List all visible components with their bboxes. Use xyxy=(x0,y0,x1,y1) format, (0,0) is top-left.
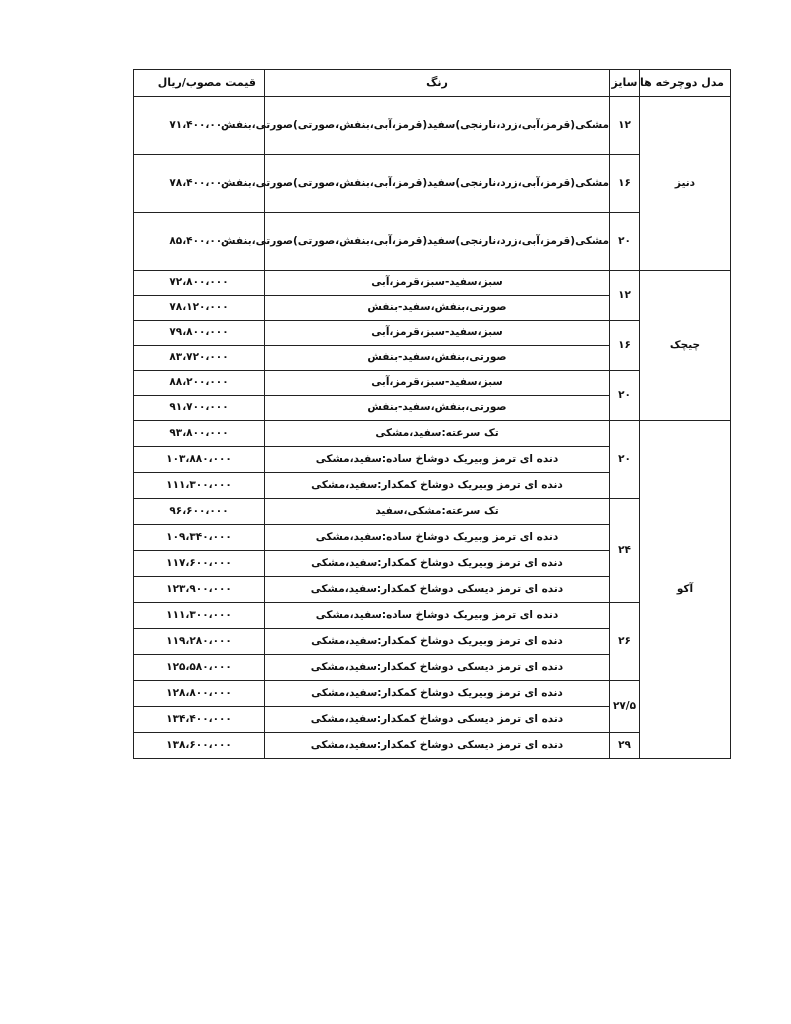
model-cell: آکو xyxy=(640,421,731,759)
price-cell: ۱۱۹،۲۸۰،۰۰۰ xyxy=(134,629,265,655)
color-cell: سبز،سفید-سبز،قرمز،آبی xyxy=(265,321,610,346)
size-cell: ۲۰ xyxy=(610,371,640,421)
color-cell: تک سرعته:سفید،مشکی xyxy=(265,421,610,447)
header-color: رنگ xyxy=(265,70,610,97)
size-cell: ۱۲ xyxy=(610,271,640,321)
size-cell: ۲۶ xyxy=(610,603,640,681)
price-cell: ۱۱۷،۶۰۰،۰۰۰ xyxy=(134,551,265,577)
price-cell: ۱۱۱،۳۰۰،۰۰۰ xyxy=(134,473,265,499)
size-cell: ۲۴ xyxy=(610,499,640,603)
price-cell: ۹۳،۸۰۰،۰۰۰ xyxy=(134,421,265,447)
price-cell: ۷۸،۱۲۰،۰۰۰ xyxy=(134,296,265,321)
color-cell: دنده ای ترمز وبیریک دوشاخ کمکدار:سفید،مشکی xyxy=(265,681,610,707)
color-cell: دنده ای ترمز دیسکی دوشاخ کمکدار:سفید،مشکی xyxy=(265,655,610,681)
table-row xyxy=(134,97,731,155)
price-cell: ۸۳،۷۲۰،۰۰۰ xyxy=(134,346,265,371)
size-cell: ۲۷/۵ xyxy=(610,681,640,733)
model-cell: چیچک xyxy=(640,271,731,421)
color-cell: مشکی(قرمز،آبی،زرد،نارنجی)سفید(قرمز،آبی،بنفش،صورتی)صورتی،بنفش xyxy=(265,155,610,213)
color-cell: دنده ای ترمز وبیریک دوشاخ کمکدار:سفید،مشکی xyxy=(265,629,610,655)
color-cell: دنده ای ترمز وبیریک دوشاخ ساده:سفید،مشکی xyxy=(265,447,610,473)
price-cell: ۷۱،۴۰۰،۰۰۰ xyxy=(134,97,265,155)
price-cell: ۸۵،۴۰۰،۰۰۰ xyxy=(134,213,265,271)
color-cell: دنده ای ترمز وبیریک دوشاخ ساده:سفید،مشکی xyxy=(265,525,610,551)
color-cell: دنده ای ترمز وبیریک دوشاخ کمکدار:سفید،مشکی xyxy=(265,551,610,577)
header-size: سایز xyxy=(610,70,640,97)
price-cell: ۸۸،۲۰۰،۰۰۰ xyxy=(134,371,265,396)
size-cell: ۱۲ xyxy=(610,97,640,155)
size-cell: ۲۹ xyxy=(610,733,640,759)
color-cell: دنده ای ترمز وبیریک دوشاخ کمکدار:سفید،مشکی xyxy=(265,473,610,499)
header-price: قیمت مصوب/ریال xyxy=(134,70,265,97)
price-cell: ۹۱،۷۰۰،۰۰۰ xyxy=(134,396,265,421)
color-cell: سبز،سفید-سبز،قرمز،آبی xyxy=(265,371,610,396)
size-cell: ۲۰ xyxy=(610,421,640,499)
price-table xyxy=(133,69,731,759)
color-cell: مشکی(قرمز،آبی،زرد،نارنجی)سفید(قرمز،آبی،بنفش،صورتی)صورتی،بنفش xyxy=(265,97,610,155)
price-cell: ۹۶،۶۰۰،۰۰۰ xyxy=(134,499,265,525)
size-cell: ۱۶ xyxy=(610,321,640,371)
price-cell: ۱۰۳،۸۸۰،۰۰۰ xyxy=(134,447,265,473)
size-cell: ۲۰ xyxy=(610,213,640,271)
color-cell: صورتی،بنفش،سفید-بنفش xyxy=(265,346,610,371)
price-cell: ۱۲۳،۹۰۰،۰۰۰ xyxy=(134,577,265,603)
color-cell: دنده ای ترمز دیسکی دوشاخ کمکدار:سفید،مشکی xyxy=(265,577,610,603)
table-row xyxy=(134,421,731,447)
price-cell: ۱۳۴،۴۰۰،۰۰۰ xyxy=(134,707,265,733)
color-cell: صورتی،بنفش،سفید-بنفش xyxy=(265,296,610,321)
color-cell: مشکی(قرمز،آبی،زرد،نارنجی)سفید(قرمز،آبی،بنفش،صورتی)صورتی،بنفش xyxy=(265,213,610,271)
color-cell: دنده ای ترمز وبیریک دوشاخ ساده:سفید،مشکی xyxy=(265,603,610,629)
color-cell: تک سرعته:مشکی،سفید xyxy=(265,499,610,525)
color-cell: صورتی،بنفش،سفید-بنفش xyxy=(265,396,610,421)
size-cell: ۱۶ xyxy=(610,155,640,213)
color-cell: سبز،سفید-سبز،قرمز،آبی xyxy=(265,271,610,296)
table-row xyxy=(134,271,731,296)
price-cell: ۱۲۸،۸۰۰،۰۰۰ xyxy=(134,681,265,707)
price-cell: ۱۲۵،۵۸۰،۰۰۰ xyxy=(134,655,265,681)
model-cell: دنیز xyxy=(640,97,731,271)
price-cell: ۷۸،۴۰۰،۰۰۰ xyxy=(134,155,265,213)
header-row xyxy=(134,70,731,97)
price-cell: ۱۱۱،۳۰۰،۰۰۰ xyxy=(134,603,265,629)
price-cell: ۷۹،۸۰۰،۰۰۰ xyxy=(134,321,265,346)
color-cell: دنده ای ترمز دیسکی دوشاخ کمکدار:سفید،مشکی xyxy=(265,733,610,759)
header-model: مدل دوچرخه ها xyxy=(640,70,731,97)
price-cell: ۱۰۹،۳۴۰،۰۰۰ xyxy=(134,525,265,551)
price-cell: ۱۳۸،۶۰۰،۰۰۰ xyxy=(134,733,265,759)
color-cell: دنده ای ترمز دیسکی دوشاخ کمکدار:سفید،مشکی xyxy=(265,707,610,733)
price-cell: ۷۲،۸۰۰،۰۰۰ xyxy=(134,271,265,296)
